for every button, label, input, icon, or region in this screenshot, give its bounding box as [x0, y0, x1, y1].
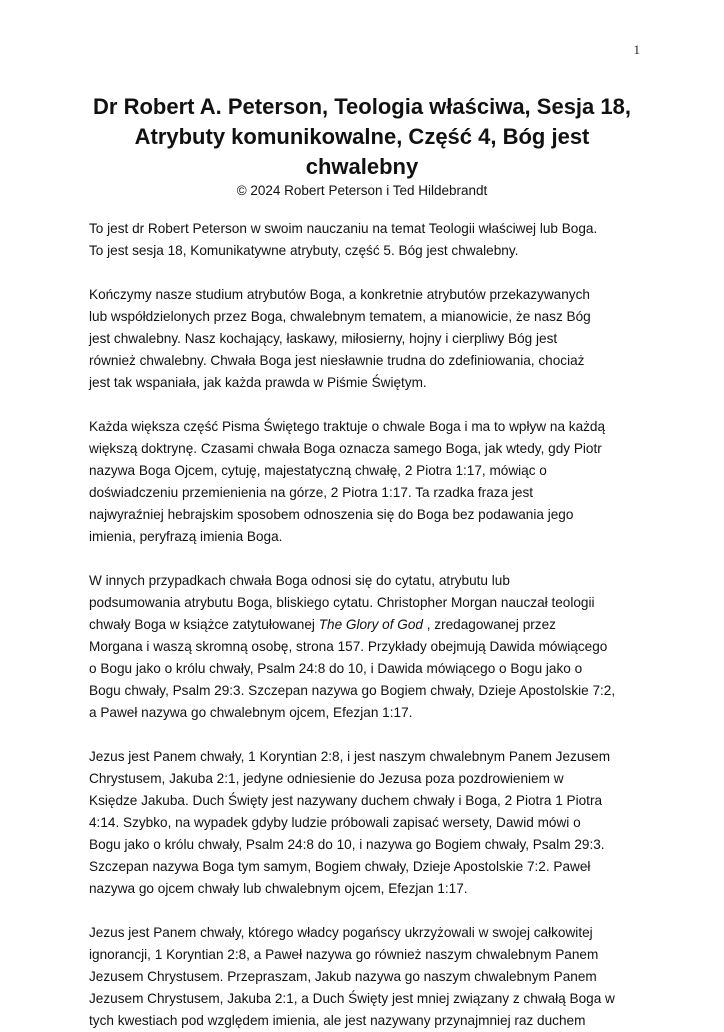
title-line: Dr Robert A. Peterson, Teologia właściwa, Sesja 18, [93, 94, 631, 119]
paragraph-line: a Paweł nazywa go chwalebnym ojcem, Efezjan 1:17. [89, 705, 413, 720]
paragraph-line: ignorancji, 1 Koryntian 2:8, a Paweł nazywa go również naszym chwalebnym Panem [89, 947, 599, 962]
paragraph-line: Każda większa część Pisma Świętego traktuje o chwale Boga i ma to wpływ na każdą [89, 419, 606, 434]
paragraph-line: jest chwalebny. Nasz kochający, łaskawy, miłosierny, hojny i cierpliwy Bóg jest [89, 331, 558, 346]
paragraph-line: Bogu chwały, Psalm 29:3. Szczepan nazywa go Bogiem chwały, Dzieje Apostolskie 7:2, [89, 683, 616, 698]
document-title [86, 92, 638, 182]
paragraph-line: Jezusem Chrystusem. Przepraszam, Jakub nazywa go naszym chwalebnym Panem [89, 969, 597, 984]
paragraph-line: 4:14. Szybko, na wypadek gdyby ludzie próbowali zapisać wersety, Dawid mówi o [89, 815, 581, 830]
paragraph-line: jest tak wspaniała, jak każda prawda w Piśmie Świętym. [89, 375, 427, 390]
paragraph-line: tych kwestiach pod względem imienia, ale jest nazywany przynajmniej raz duchem [89, 1013, 586, 1028]
paragraph-line: Szczepan nazywa Boga tym samym, Bogiem chwały, Dzieje Apostolskie 7:2. Paweł [89, 859, 591, 874]
paragraph [89, 570, 639, 724]
copyright-line: © 2024 Robert Peterson i Ted Hildebrandt [236, 183, 488, 198]
paragraph-line: Jezus jest Panem chwały, 1 Koryntian 2:8, i jest naszym chwalebnym Panem Jezusem [89, 749, 611, 764]
paragraph-line: Chrystusem, Jakuba 2:1, jedyne odniesienie do Jezusa poza pozdrowieniem w [89, 771, 564, 786]
paragraph-line: To jest dr Robert Peterson w swoim nauczaniu na temat Teologii właściwej lub Boga. [89, 221, 598, 236]
paragraph-line: podsumowania atrybutu Boga, bliskiego cytatu. Christopher Morgan nauczał teologii [89, 595, 595, 610]
paragraph-line: Kończymy nasze studium atrybutów Boga, a konkretnie atrybutów przekazywanych [89, 287, 590, 302]
paragraph [89, 416, 639, 548]
paragraph-line: nazywa Boga Ojcem, cytuję, majestatyczną chwałę, 2 Piotra 1:17, mówiąc o [89, 463, 547, 478]
paragraph-line: W innych przypadkach chwała Boga odnosi się do cytatu, atrybutu lub [89, 573, 510, 588]
paragraph-line: Jezus jest Panem chwały, którego władcy pogańscy ukrzyżowali w swojej całkowitej [89, 925, 593, 940]
text-run: , zredagowanej przez [422, 617, 556, 632]
paragraph [89, 922, 639, 1032]
paragraph-line: nazywa go ojcem chwały lub chwalebnym ojcem, Efezjan 1:17. [89, 881, 468, 896]
paragraph-line: Bogu jako o królu chwały, Psalm 24:8 do 10, i nazywa go Bogiem chwały, Psalm 29:3. [89, 837, 605, 852]
document-body [89, 218, 639, 1032]
paragraph-line: To jest sesja 18, Komunikatywne atrybuty, część 5. Bóg jest chwalebny. [89, 243, 519, 258]
paragraph [89, 218, 639, 262]
paragraph-line: lub współdzielonych przez Boga, chwalebnym tematem, a mianowicie, że nasz Bóg [89, 309, 591, 324]
paragraph [89, 746, 639, 900]
paragraph-line [89, 614, 639, 636]
paragraph-line: o Bogu jako o królu chwały, Psalm 24:8 do 10, i Dawida mówiącego o Bogu jako o [89, 661, 583, 676]
title-line: chwalebny [305, 154, 419, 179]
paragraph-line: najwyraźniej hebrajskim sposobem odnoszenia się do Boga bez podawania jego [89, 507, 574, 522]
text-run: chwały Boga w książce zatytułowanej [89, 617, 319, 632]
paragraph-line: Jezusem Chrystusem, Jakuba 2:1, a Duch Święty jest mniej związany z chwałą Boga w [89, 991, 615, 1006]
paragraph-line: Morgana i waszą skromną osobę, strona 157. Przykłady obejmują Dawida mówiącego [89, 639, 608, 654]
paragraph-line: większą doktrynę. Czasami chwała Boga oznacza samego Boga, jak wtedy, gdy Piotr [89, 441, 602, 456]
paragraph-line: imienia, peryfrazą imienia Boga. [89, 529, 283, 544]
book-title: The Glory of God [318, 617, 423, 632]
paragraph-line: Księdze Jakuba. Duch Święty jest nazywany duchem chwały i Boga, 2 Piotra 1 Piotra [89, 793, 603, 808]
page-number: 1 [633, 42, 640, 57]
paragraph-line: doświadczeniu przemienienia na górze, 2 Piotra 1:17. Ta rzadka fraza jest [89, 485, 534, 500]
paragraph [89, 284, 639, 394]
paragraph-line: również chwalebny. Chwała Boga jest niesławnie trudna do zdefiniowania, chociaż [89, 353, 585, 368]
title-line: Atrybuty komunikowalne, Część 4, Bóg jest [134, 124, 590, 149]
